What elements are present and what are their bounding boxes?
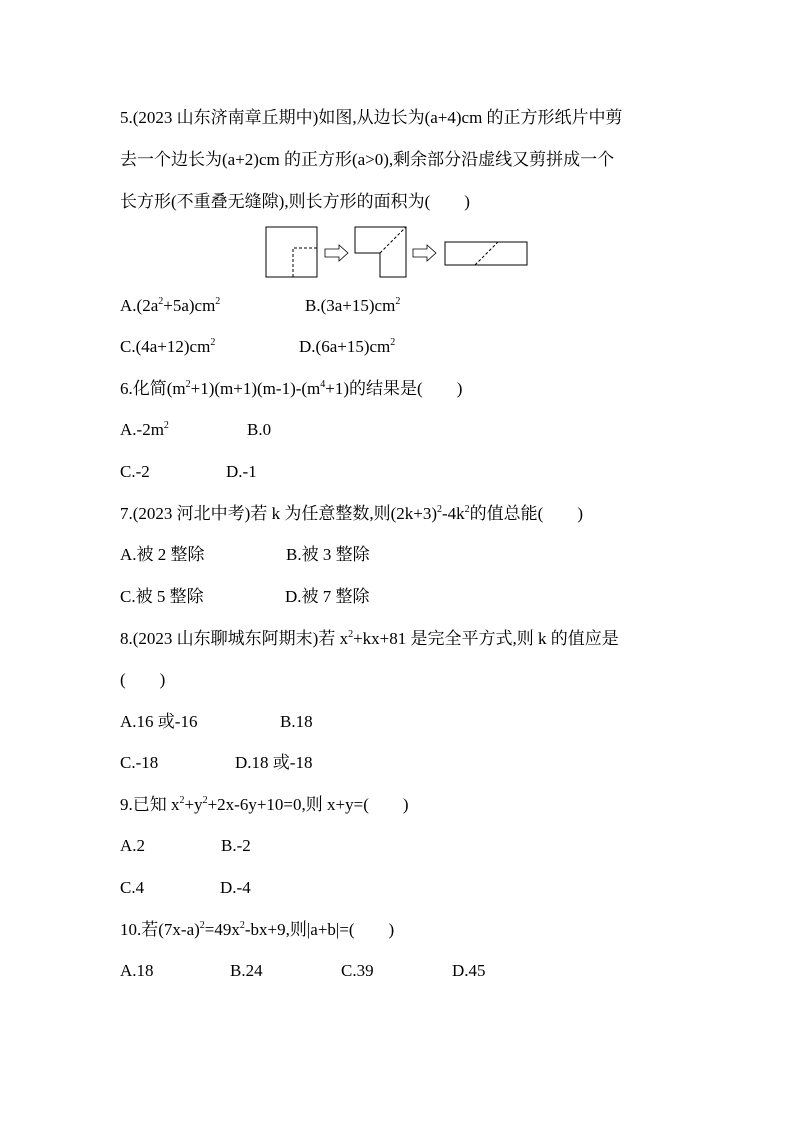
- q9-option-b: B.-2: [221, 836, 251, 855]
- q6-option-d: D.-1: [226, 462, 257, 481]
- q10-option-b: B.24: [230, 961, 263, 980]
- q8-stem-line1: 8.(2023 山东聊城东阿期末)若 $x^2+kx+81$ 是完全平方式,则 k 的值应是: [120, 629, 619, 648]
- inner-square-dashed: [293, 248, 317, 277]
- q10-option-d: D.45: [452, 961, 486, 980]
- outer-square: [266, 227, 317, 277]
- q9-option-d: D.-4: [220, 878, 251, 897]
- q5-option-d: $D.(6a+15)cm^2$: [299, 337, 396, 356]
- arrow-right-icon: [325, 245, 348, 261]
- q5-stem-line3: 长方形(不重叠无缝隙),则长方形的面积为( ): [120, 192, 470, 211]
- q6-stem: 6.化简$(m^2+1)(m+1)(m-1)-(m^4+1)$的结果是( ): [120, 379, 463, 398]
- q9-stem: 9.已知 $x^2+y^2+2x-6y+10=0$,则 x+y=( ): [120, 795, 409, 814]
- q8-option-d: D.18 或-18: [235, 753, 313, 772]
- q5-option-a: $A.(2a^2+5a)cm^2$: [120, 296, 221, 315]
- q8-option-c: C.-18: [120, 753, 159, 772]
- q8-stem-line2: ( ): [120, 670, 166, 689]
- q10-option-a: A.18: [120, 961, 154, 980]
- q5-square-cut-figure: [265, 225, 530, 280]
- q10-stem: 10.若$(7x-a)^2=49x^2-bx+9$,则|a+b|=( ): [120, 920, 395, 939]
- q5-stem-line2: 去一个边长为(a+2)cm 的正方形(a>0),剩余部分沿虚线又剪拼成一个: [120, 150, 615, 169]
- q10-option-c: C.39: [341, 961, 374, 980]
- q6-option-c: C.-2: [120, 462, 150, 481]
- q5-stem-line1: 5.(2023 山东济南章丘期中)如图,从边长为(a+4)cm 的正方形纸片中剪: [120, 108, 623, 127]
- q9-option-a: A.2: [120, 836, 146, 855]
- rectangle-dashed-cut: [475, 242, 498, 265]
- l-shape-dashed-cut: [380, 227, 406, 253]
- q7-option-b: B.被 3 整除: [286, 545, 370, 564]
- q7-option-c: C.被 5 整除: [120, 587, 204, 606]
- q5-option-c: $C.(4a+12)cm^2$: [120, 337, 216, 356]
- q5-option-b: $B.(3a+15)cm^2$: [305, 296, 401, 315]
- q7-option-d: D.被 7 整除: [285, 587, 370, 606]
- q7-option-a: A.被 2 整除: [120, 545, 205, 564]
- arrow-right-icon: [413, 245, 436, 261]
- q9-option-c: C.4: [120, 878, 145, 897]
- q7-stem: 7.(2023 河北中考)若 k 为任意整数,则$(2k+3)^2-4k^2$的值总能( ): [120, 504, 583, 523]
- q8-option-b: B.18: [280, 712, 313, 731]
- q8-option-a: A.16 或-16: [120, 712, 198, 731]
- q6-option-a: $A.-2m^2$: [120, 420, 169, 439]
- q6-option-b: B.0: [247, 420, 272, 439]
